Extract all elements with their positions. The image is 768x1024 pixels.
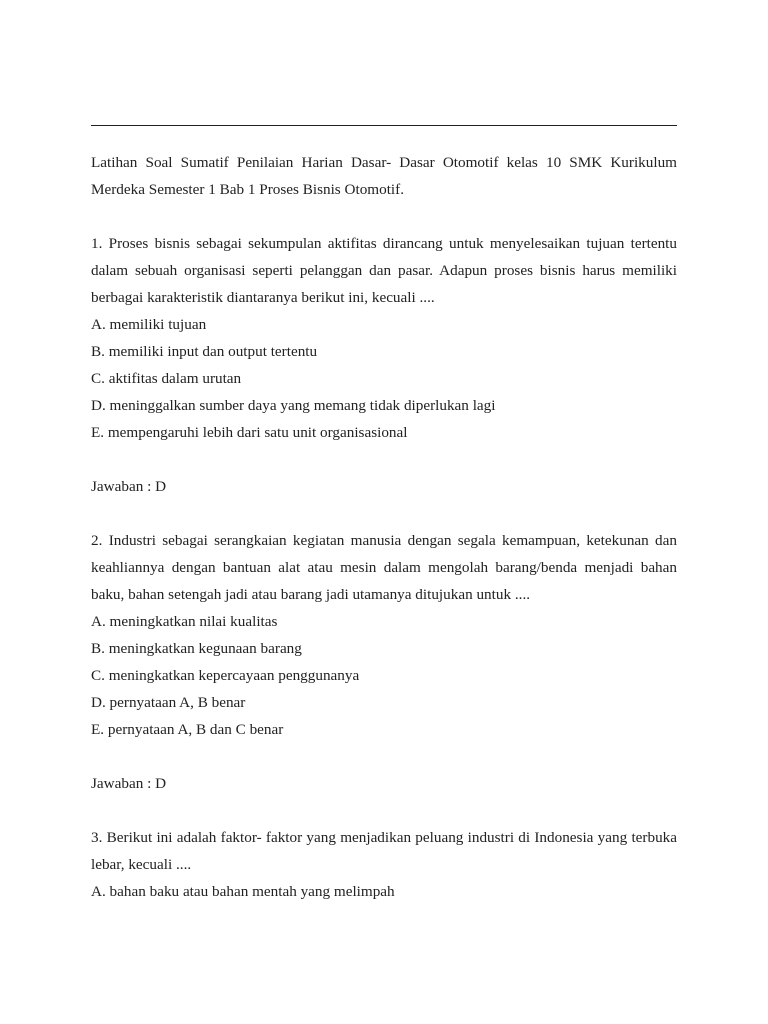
document-page	[91, 0, 677, 1024]
answer-option: A. bahan baku atau bahan mentah yang melimpah	[91, 883, 395, 900]
question-block	[91, 527, 677, 797]
question-block	[91, 230, 677, 500]
answer-value: D	[155, 775, 167, 792]
document-title: Latihan Soal Sumatif Penilaian Harian Dasar- Dasar Otomotif kelas 10 SMK Kurikulum Merdeka Semester 1 Bab 1 Proses Bisnis Otomotif.	[91, 154, 677, 198]
answer-option: A. memiliki tujuan	[91, 316, 207, 333]
answer-key	[91, 770, 677, 797]
question-block	[91, 824, 677, 905]
answer-option: D. meninggalkan sumber daya yang memang tidak diperlukan lagi	[91, 397, 496, 414]
horizontal-rule	[91, 125, 677, 126]
answer-option: C. aktifitas dalam urutan	[91, 370, 242, 387]
answer-label: Jawaban :	[91, 478, 156, 495]
answer-option: C. meningkatkan kepercayaan penggunanya	[91, 667, 360, 684]
answer-option: D. pernyataan A, B benar	[91, 694, 246, 711]
answer-option: B. memiliki input dan output tertentu	[91, 343, 318, 360]
question-text: 2. Industri sebagai serangkaian kegiatan manusia dengan segala kemampuan, ketekunan dan keahliannya dengan bantuan alat atau mesin dalam mengolah barang/benda menjadi bahan baku, bahan setengah jadi atau barang jadi utamanya ditujukan untuk ....	[91, 532, 677, 603]
document-content	[91, 149, 677, 905]
answer-value: D	[155, 478, 167, 495]
question-text: 3. Berikut ini adalah faktor- faktor yang menjadikan peluang industri di Indonesia yang terbuka lebar, kecuali ....	[91, 829, 677, 873]
answer-option: E. pernyataan A, B dan C benar	[91, 721, 284, 738]
answer-key	[91, 473, 677, 500]
answer-label: Jawaban :	[91, 775, 156, 792]
answer-option: E. mempengaruhi lebih dari satu unit organisasional	[91, 424, 408, 441]
question-text: 1. Proses bisnis sebagai sekumpulan aktifitas dirancang untuk menyelesaikan tujuan tertentu dalam sebuah organisasi seperti pelanggan dan pasar. Adapun proses bisnis harus memiliki berbagai karakteristik diantaranya berikut ini, kecuali ....	[91, 235, 677, 306]
answer-option: B. meningkatkan kegunaan barang	[91, 640, 302, 657]
answer-option: A. meningkatkan nilai kualitas	[91, 613, 278, 630]
